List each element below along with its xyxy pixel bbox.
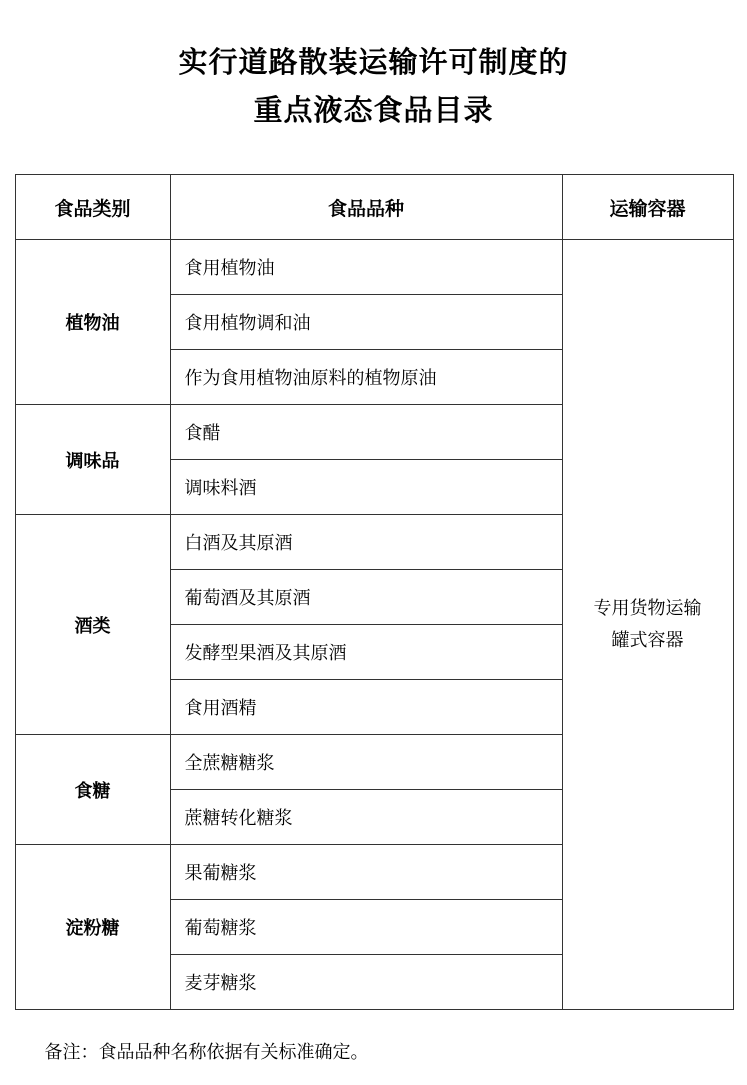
category-cell: 酒类 <box>15 515 170 735</box>
container-value-line-2: 罐式容器 <box>611 629 684 651</box>
item-cell: 食用植物油 <box>170 240 562 295</box>
category-cell: 食糖 <box>15 735 170 845</box>
item-cell: 作为食用植物油原料的植物原油 <box>170 350 562 405</box>
header-transport-container: 运输容器 <box>562 175 733 240</box>
item-cell: 发酵型果酒及其原酒 <box>170 625 562 680</box>
item-cell: 果葡糖浆 <box>170 845 562 900</box>
item-cell: 葡萄糖浆 <box>170 900 562 955</box>
page-title-line-1: 实行道路散装运输许可制度的 <box>178 45 569 79</box>
item-cell: 葡萄酒及其原酒 <box>170 570 562 625</box>
page-title <box>0 0 747 134</box>
table-row <box>15 240 733 295</box>
item-cell: 调味料酒 <box>170 460 562 515</box>
table-header-row <box>15 175 733 240</box>
page-title-line-2: 重点液态食品目录 <box>253 93 494 127</box>
item-cell: 食用酒精 <box>170 680 562 735</box>
header-food-category: 食品类别 <box>15 175 170 240</box>
item-cell: 麦芽糖浆 <box>170 955 562 1010</box>
container-cell <box>562 240 733 1010</box>
item-cell: 食用植物调和油 <box>170 295 562 350</box>
item-cell: 食醋 <box>170 405 562 460</box>
category-cell: 淀粉糖 <box>15 845 170 1010</box>
catalog-table-body <box>15 240 733 1010</box>
item-cell: 全蔗糖糖浆 <box>170 735 562 790</box>
category-cell: 植物油 <box>15 240 170 405</box>
container-value-line-1: 专用货物运输 <box>593 597 702 619</box>
item-cell: 白酒及其原酒 <box>170 515 562 570</box>
item-cell: 蔗糖转化糖浆 <box>170 790 562 845</box>
header-food-item: 食品品种 <box>170 175 562 240</box>
table-note: 备注：食品品种名称依据有关标准确定。 <box>44 1042 369 1063</box>
catalog-table-wrapper <box>15 174 733 1010</box>
category-cell: 调味品 <box>15 405 170 515</box>
catalog-table <box>15 174 734 1010</box>
